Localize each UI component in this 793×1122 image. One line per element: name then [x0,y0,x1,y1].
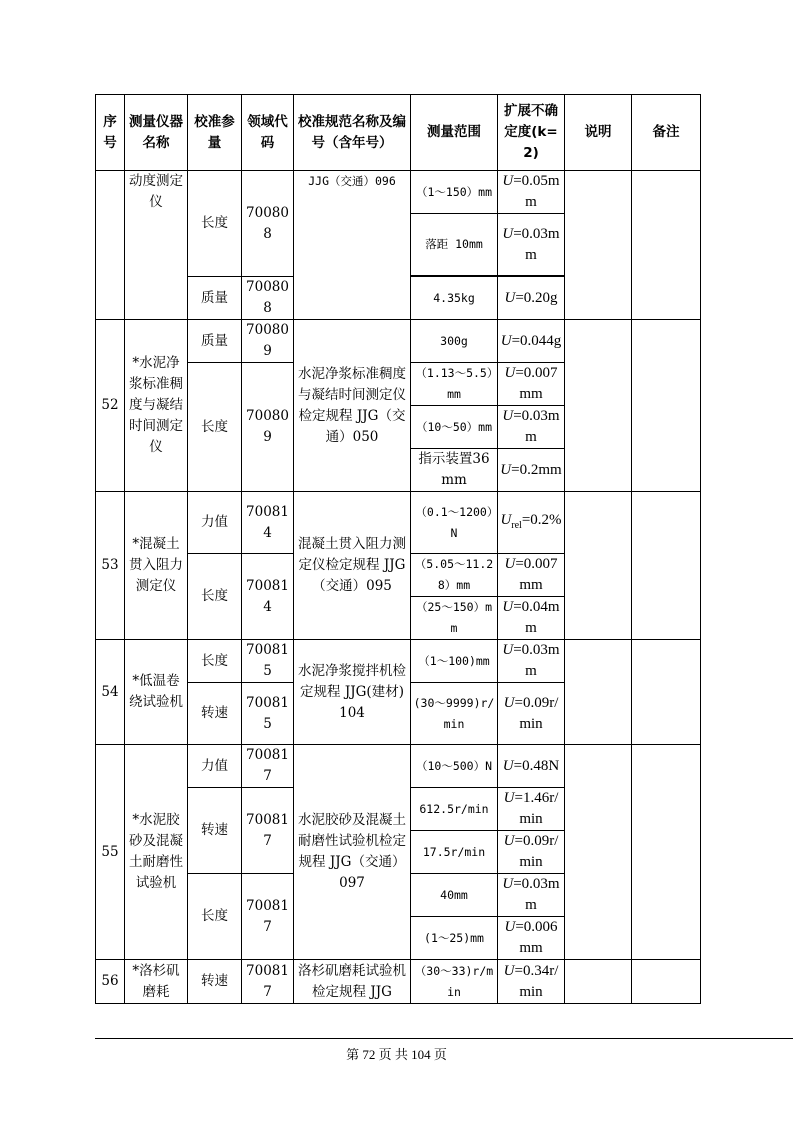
spec-cell: 水泥胶砂及混凝土耐磨性试验机检定规程 JJG（交通）097 [294,745,411,960]
code-cell: 700815 [242,683,294,745]
code-cell: 700815 [242,640,294,683]
code-cell: 700814 [242,492,294,554]
uncertainty-cell: U=0.09r/min [498,683,565,745]
param-cell: 质量 [188,320,242,363]
header-instrument: 测量仪器名称 [125,95,188,171]
range-cell: （1.13～5.5）mm [411,363,498,406]
range-cell: 4.35kg [411,277,498,320]
header-uncertainty: 扩展不确定度(k=2) [498,95,565,171]
note-cell [565,745,632,960]
uncertainty-cell: U=0.006mm [498,917,565,960]
code-cell: 700817 [242,874,294,960]
range-cell: 612.5r/min [411,788,498,831]
header-remark: 备注 [632,95,701,171]
header-range: 测量范围 [411,95,498,171]
range-cell: （10～50）mm [411,406,498,449]
range-cell: 指示装置36mm [411,449,498,492]
seq-cell: 54 [96,640,125,745]
table-row [96,960,701,1004]
uncertainty-cell: U=0.03mm [498,406,565,449]
param-cell: 力值 [188,492,242,554]
instrument-name: *低温卷绕试验机 [125,640,188,745]
uncertainty-cell: U=0.20g [498,277,565,320]
uncertainty-cell: U=0.2mm [498,449,565,492]
seq-cell [96,171,125,320]
header-row [96,95,701,171]
note-cell [565,640,632,745]
uncertainty-cell: U=1.46r/min [498,788,565,831]
header-param: 校准参量 [188,95,242,171]
code-cell: 700809 [242,320,294,363]
param-cell: 质量 [188,277,242,320]
uncertainty-cell: U=0.03mm [498,214,565,276]
remark-cell [632,171,701,320]
spec-cell: 洛杉矶磨耗试验机检定规程 JJG [294,960,411,1004]
remark-cell [632,320,701,492]
param-cell: 长度 [188,874,242,960]
range-cell: （25～150）mm [411,597,498,640]
code-cell: 700817 [242,960,294,1004]
table-row [96,171,701,214]
uncertainty-cell: U=0.044g [498,320,565,363]
note-cell [565,320,632,492]
remark-cell [632,960,701,1004]
calibration-table [95,94,701,1004]
param-cell: 长度 [188,554,242,640]
range-cell: 落距 10mm [411,214,498,276]
instrument-name: *洛杉矶磨耗 [125,960,188,1004]
table-row [96,745,701,788]
range-cell: （10～500）N [411,745,498,788]
table-row [96,640,701,683]
code-cell: 700808 [242,171,294,277]
uncertainty-cell: U=0.03mm [498,640,565,683]
uncertainty-cell: U=0.34r/min [498,960,565,1004]
range-cell: （30～33)r/min [411,960,498,1004]
footer-rule [95,1038,793,1039]
code-cell: 700817 [242,745,294,788]
seq-cell: 55 [96,745,125,960]
range-cell: （1～100)mm [411,640,498,683]
page-number: 第 72 页 共 104 页 [346,1047,447,1062]
spec-cell: 水泥净浆搅拌机检定规程 JJG(建材)104 [294,640,411,745]
range-cell: (1～25)mm [411,917,498,960]
uncertainty-cell: U=0.03mm [498,874,565,917]
uncertainty-cell: U=0.007mm [498,554,565,597]
header-note: 说明 [565,95,632,171]
param-cell: 长度 [188,640,242,683]
uncertainty-cell: U=0.09r/min [498,831,565,874]
instrument-name: *水泥净浆标准稠度与凝结时间测定仪 [125,320,188,492]
uncertainty-cell: $U_{rel}=0.2\%$ [498,492,565,554]
remark-cell [632,745,701,960]
spec-cell: JJG（交通）096 [294,171,411,320]
table-row [96,492,701,554]
param-cell: 长度 [188,363,242,492]
instrument-name: 动度测定仪 [125,171,188,320]
code-cell: 700809 [242,363,294,492]
header-spec: 校准规范名称及编号（含年号） [294,95,411,171]
note-cell [565,960,632,1004]
range-cell: （5.05～11.28）mm [411,554,498,597]
seq-cell: 52 [96,320,125,492]
range-cell: （1～150）mm [411,171,498,214]
param-cell: 转速 [188,683,242,745]
range-cell: 300g [411,320,498,363]
header-code: 领域代码 [242,95,294,171]
remark-cell [632,640,701,745]
range-cell: (30～9999)r/min [411,683,498,745]
seq-cell: 53 [96,492,125,640]
uncertainty-cell: U=0.007mm [498,363,565,406]
seq-cell: 56 [96,960,125,1004]
param-cell: 转速 [188,960,242,1004]
spec-cell: 混凝土贯入阻力测定仪检定规程 JJG（交通）095 [294,492,411,640]
code-cell: 700808 [242,277,294,320]
table-row [96,320,701,363]
code-cell: 700817 [242,788,294,874]
note-cell [565,492,632,640]
instrument-name: *混凝土贯入阻力测定仪 [125,492,188,640]
param-cell: 力值 [188,745,242,788]
param-cell: 长度 [188,171,242,277]
header-seq: 序号 [96,95,125,171]
param-cell: 转速 [188,788,242,874]
range-cell: （0.1～1200）N [411,492,498,554]
range-cell: 40mm [411,874,498,917]
remark-cell [632,492,701,640]
spec-cell: 水泥净浆标准稠度与凝结时间测定仪检定规程 JJG（交通）050 [294,320,411,492]
uncertainty-cell: U=0.05mm [498,171,565,214]
instrument-name: *水泥胶砂及混凝土耐磨性试验机 [125,745,188,960]
uncertainty-cell: U=0.04mm [498,597,565,640]
uncertainty-cell: U=0.48N [498,745,565,788]
note-cell [565,171,632,320]
range-cell: 17.5r/min [411,831,498,874]
code-cell: 700814 [242,554,294,640]
